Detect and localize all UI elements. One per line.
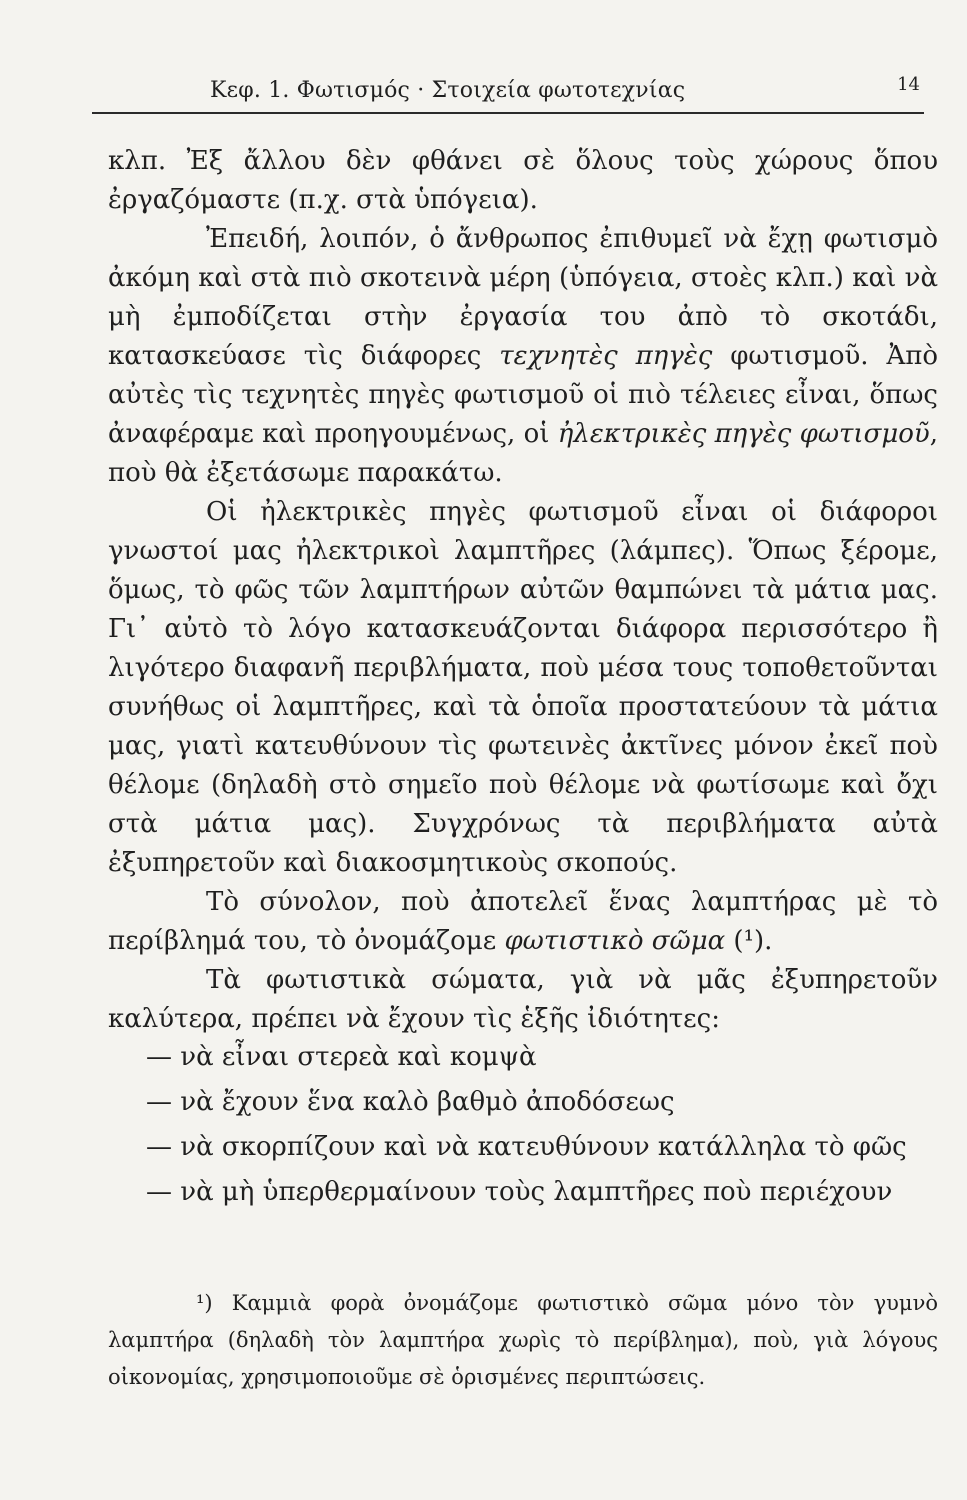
list-item: — νὰ μὴ ὑπερθερμαίνουν τοὺς λαμπτῆρες ποὺ περιέχουν <box>146 1177 893 1207</box>
page-number: 14 <box>897 74 920 95</box>
paragraph-5: Τὰ φωτιστικὰ σώματα, γιὰ νὰ μᾶς ἐξυπηρετοῦν καλύτερα, πρέπει νὰ ἔχουν τὶς ἑξῆς ἰδιότητες: <box>108 965 938 1034</box>
main-text <box>108 142 938 1039</box>
paragraph-2-text-a: Ἐπειδή, λοιπόν, ὁ ἄνθρωπος ἐπιθυμεῖ νὰ ἔχῃ φωτισμὸ ἀκόμη καὶ στὰ πιὸ σκοτεινὰ μέρη (ὑπόγεια, στοὲς κλπ.) καὶ νὰ μὴ ἐμποδίζεται στὴν ἐργασία του ἀπὸ τὸ σκοτάδι, κατασκεύασε τὶς διάφορες <box>108 224 938 371</box>
chapter-title: Κεφ. 1. Φωτισμός · Στοιχεία φωτοτεχνίας <box>210 78 686 103</box>
paragraph-2-text-b: φωτισμοῦ. Ἀπὸ αὐτὲς τὶς τεχνητὲς πηγὲς φωτισμοῦ οἱ πιὸ τέλειες εἶναι, ὅπως ἀναφέραμε καὶ προηγουμένως, οἱ <box>108 341 939 449</box>
paragraph-4-text-b: (¹). <box>725 926 773 956</box>
list-item: — νὰ σκορπίζουν καὶ νὰ κατευθύνουν κατάλληλα τὸ φῶς <box>146 1132 907 1162</box>
paragraph-4 <box>108 883 938 961</box>
paragraph-1: κλπ. Ἐξ ἄλλου δὲν φθάνει σὲ ὅλους τοὺς χώρους ὅπου ἐργαζόμαστε (π.χ. στὰ ὑπόγεια). <box>108 146 938 215</box>
footnote <box>108 1285 938 1396</box>
footnote-text: Καμμιὰ φορὰ ὀνομάζομε φωτιστικὸ σῶμα μόνο τὸν γυμνὸ λαμπτήρα (δηλαδὴ τὸν λαμπτήρα χωρὶς τὸ περίβλημα), ποὺ, γιὰ λόγους οἰκονομίας, χρησιμοποιοῦμε σὲ ὁρισμένες περιπτώσεις. <box>108 1291 938 1389</box>
running-header <box>92 72 924 114</box>
properties-list <box>108 1035 938 1215</box>
paragraph-4-text-a: Τὸ σύνολον, ποὺ ἀποτελεῖ ἕνας λαμπτήρας μὲ τὸ περίβλημά του, τὸ ὀνομάζομε <box>108 887 938 956</box>
emphasis-lighting-fixture: φωτιστικὸ σῶμα <box>504 926 726 956</box>
paragraph-3: Οἱ ἠλεκτρικὲς πηγὲς φωτισμοῦ εἶναι οἱ διάφοροι γνωστοί μας ἠλεκτρικοὶ λαμπτῆρες (λάμπες). Ὅπως ξέρομε, ὅμως, τὸ φῶς τῶν λαμπτήρων αὐτῶν θαμπώνει τὰ μάτια μας. Γι᾽ αὐτὸ τὸ λόγο κατασκευάζονται διάφορα περισσότερο ἢ λιγότερο διαφανῆ περιβλήματα, ποὺ μέσα τους τοποθετοῦνται συνήθως οἱ λαμπτῆρες, καὶ τὰ ὁποῖα προστατεύουν τὰ μάτια μας, γιατὶ κατευθύνουν τὶς φωτεινὲς ἀκτῖνες μόνον ἐκεῖ ποὺ θέλομε (δηλαδὴ στὸ σημεῖο ποὺ θέλομε νὰ φωτίσωμε καὶ ὄχι στὰ μάτια μας). Συγχρόνως τὰ περιβλήματα αὐτὰ ἐξυπηρετοῦν καὶ διακοσμητικοὺς σκοπούς. <box>108 497 938 878</box>
paragraph-2 <box>108 220 938 493</box>
list-item: — νὰ εἶναι στερεὰ καὶ κομψὰ <box>146 1042 537 1072</box>
paragraph-2-text-c: , ποὺ θὰ ἐξετάσωμε παρακάτω. <box>108 419 938 488</box>
emphasis-artificial-sources: τεχνητὲς πηγὲς <box>499 341 713 371</box>
footnote-marker: ¹) <box>196 1291 213 1315</box>
list-item: — νὰ ἔχουν ἕνα καλὸ βαθμὸ ἀποδόσεως <box>146 1087 675 1117</box>
emphasis-electric-sources: ἠλεκτρικὲς πηγὲς φωτισμοῦ <box>557 419 930 449</box>
